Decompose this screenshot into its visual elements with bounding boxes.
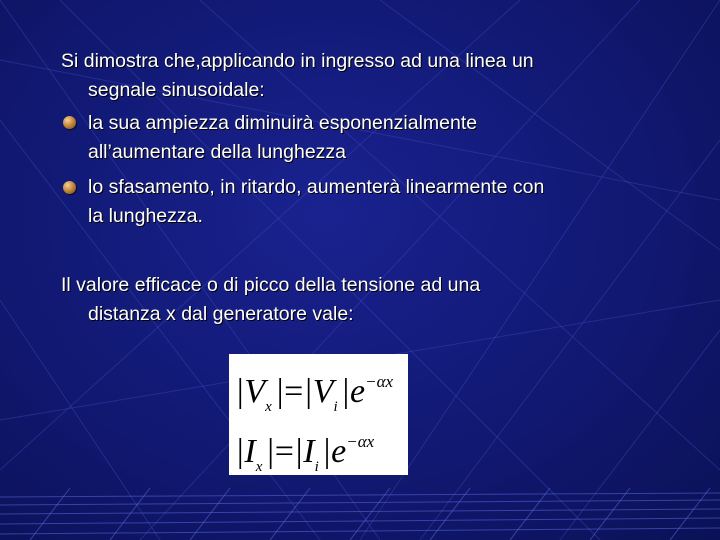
formula-box — [229, 354, 408, 475]
bullet-1-line-2: all’aumentare della lunghezza — [88, 141, 347, 163]
bullet-icon — [63, 181, 76, 194]
current-equation: $|I_x|=|I_i|e^{-\alpha x}$ — [235, 432, 375, 475]
paragraph-1-line-2: segnale sinusoidale: — [88, 79, 265, 101]
bullet-2-line-2: la lunghezza. — [88, 205, 203, 227]
bullet-1-line-1: la sua ampiezza diminuirà esponenzialmente — [88, 112, 478, 134]
voltage-equation: $|V_x|=|V_i|e^{-\alpha x}$ — [235, 372, 394, 415]
paragraph-2-line-1: Il valore efficace o di picco della tensione ad una — [61, 274, 481, 296]
bullet-icon — [63, 116, 76, 129]
paragraph-2-line-2: distanza x dal generatore vale: — [88, 303, 354, 325]
bullet-2-line-1: lo sfasamento, in ritardo, aumenterà linearmente con — [88, 176, 545, 198]
paragraph-1-line-1: Si dimostra che,applicando in ingresso ad una linea un — [61, 50, 534, 72]
